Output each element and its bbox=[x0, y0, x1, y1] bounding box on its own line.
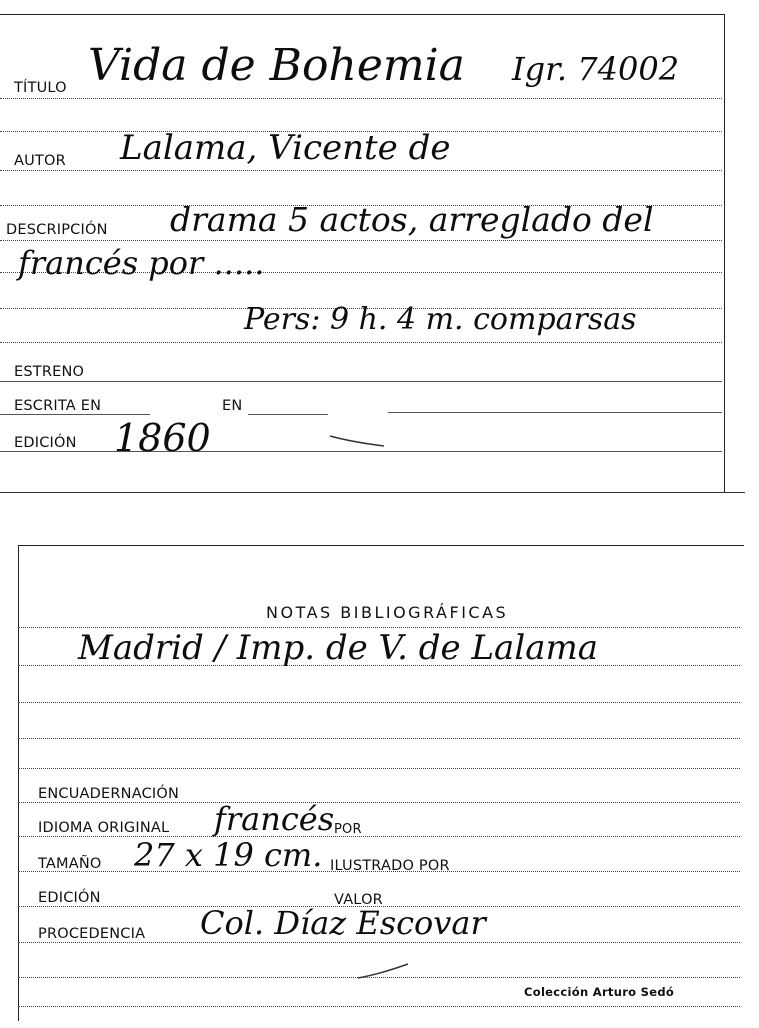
ruled-line bbox=[0, 170, 722, 171]
valor-label: VALOR bbox=[334, 892, 383, 908]
ruled-line bbox=[0, 342, 722, 343]
ruled-line bbox=[18, 836, 740, 837]
titulo-value: Vida de Bohemia bbox=[88, 40, 465, 91]
escrita-en-label: ESCRITA EN bbox=[14, 398, 102, 414]
edicion-label: EDICIÓN bbox=[14, 435, 77, 451]
inventory-number: Igr. 74002 bbox=[512, 50, 680, 88]
edicion-value: 1860 bbox=[114, 416, 211, 460]
ruled-line bbox=[0, 381, 722, 382]
descripcion-line-2: francés por ..... bbox=[18, 244, 265, 282]
tamano-label: TAMAÑO bbox=[38, 856, 102, 872]
ruled-line bbox=[248, 414, 328, 415]
descripcion-line-1: drama 5 actos, arreglado del bbox=[170, 200, 654, 239]
ruled-line bbox=[0, 240, 722, 241]
por-label: POR bbox=[334, 822, 362, 837]
idioma-label: IDIOMA ORIGINAL bbox=[38, 820, 170, 836]
personajes-note: Pers: 9 h. 4 m. comparsas bbox=[244, 302, 637, 337]
notas-value: Madrid / Imp. de V. de Lalama bbox=[78, 628, 598, 668]
ruled-line bbox=[18, 738, 740, 739]
descripcion-label: DESCRIPCIÓN bbox=[6, 222, 108, 238]
en-label: EN bbox=[222, 398, 243, 414]
ruled-line bbox=[18, 702, 740, 703]
procedencia-value: Col. Díaz Escovar bbox=[200, 904, 486, 942]
autor-label: AUTOR bbox=[14, 153, 66, 169]
edicion-back-label: EDICIÓN bbox=[38, 890, 101, 906]
encuadernacion-label: ENCUADERNACIÓN bbox=[38, 786, 180, 802]
collection-credit: Colección Arturo Sedó bbox=[524, 985, 675, 999]
pen-mark bbox=[356, 960, 416, 984]
ruled-line bbox=[18, 768, 740, 769]
ruled-line bbox=[18, 942, 740, 943]
procedencia-label: PROCEDENCIA bbox=[38, 926, 146, 942]
idioma-value: francés bbox=[214, 800, 335, 838]
ilustrado-label: ILUSTRADO POR bbox=[330, 858, 450, 874]
estreno-label: ESTRENO bbox=[14, 364, 85, 380]
ruled-line bbox=[18, 1006, 740, 1007]
titulo-label: TÍTULO bbox=[14, 80, 67, 96]
notas-title: NOTAS BIBLIOGRÁFICAS bbox=[266, 603, 509, 622]
ruled-line bbox=[18, 802, 740, 803]
ruled-line bbox=[388, 412, 722, 413]
autor-value: Lalama, Vicente de bbox=[120, 128, 451, 168]
pen-mark bbox=[328, 432, 388, 452]
ruled-line bbox=[0, 98, 722, 99]
tamano-value: 27 x 19 cm. bbox=[134, 836, 323, 874]
card-edge bbox=[0, 492, 745, 493]
ruled-line bbox=[0, 414, 150, 415]
